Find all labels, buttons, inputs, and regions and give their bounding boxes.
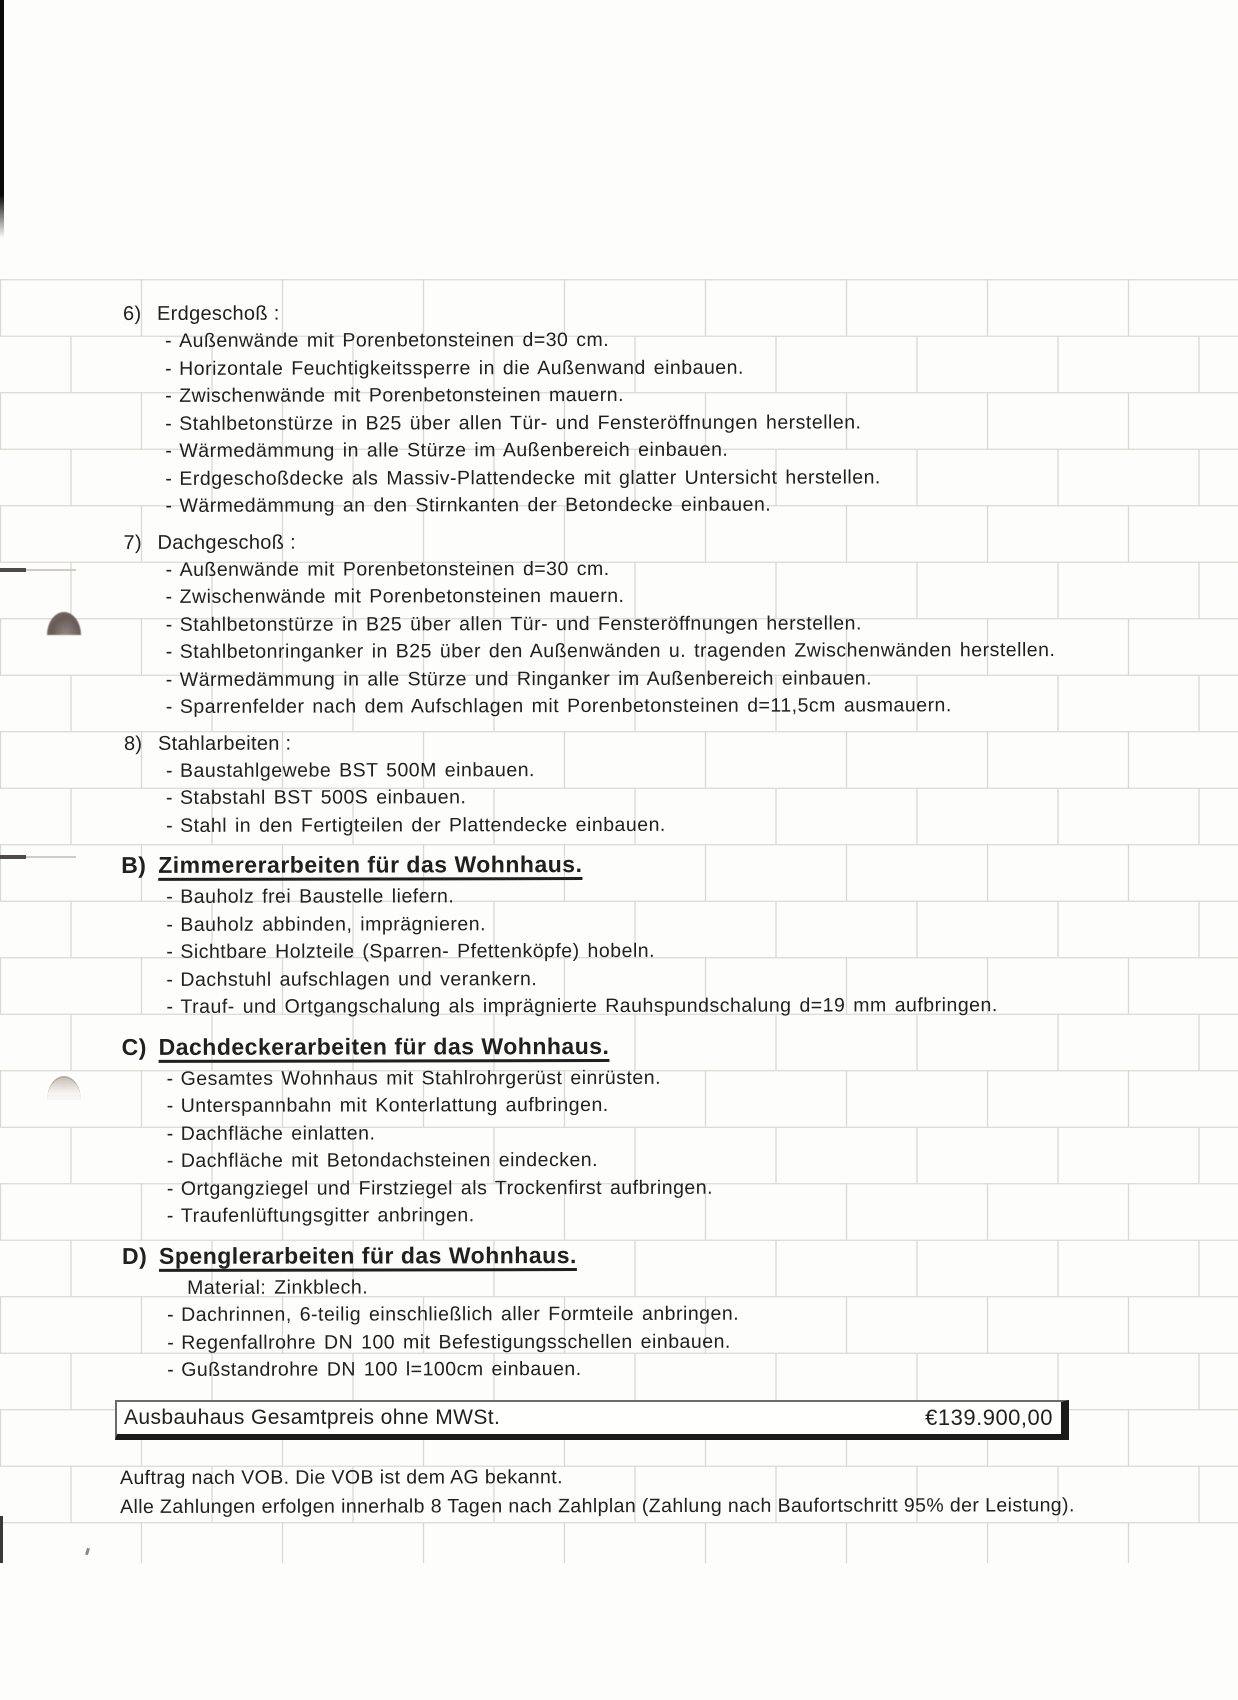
scan-dash-artifact bbox=[0, 855, 26, 859]
list-item bbox=[123, 326, 1153, 356]
material-note: Material: Zinkblech. bbox=[187, 1275, 369, 1299]
list-item-text: Wärmedämmung in alle Stürze und Ringanker im Außenbereich einbauen. bbox=[179, 666, 873, 691]
list-item bbox=[124, 964, 1154, 994]
list-item bbox=[124, 609, 1154, 639]
dash-bullet: - bbox=[167, 1358, 175, 1381]
dash-bullet: - bbox=[165, 695, 173, 718]
dash-bullet: - bbox=[166, 1149, 174, 1172]
section-title: Erdgeschoß : bbox=[157, 302, 280, 325]
list-item bbox=[125, 1118, 1155, 1148]
section-dachdeckerarbeiten bbox=[121, 1027, 1155, 1230]
list-item-text: Stabstahl BST 500S einbauen. bbox=[180, 786, 467, 809]
list-item-text: Bauholz abbinden, imprägnieren. bbox=[180, 912, 487, 936]
section-heading bbox=[123, 526, 1153, 556]
list-item-text: Horizontale Feuchtigkeitssperre in die Außenwand einbauen. bbox=[179, 356, 744, 380]
section-heading bbox=[122, 1236, 1155, 1272]
list-item bbox=[124, 882, 1154, 912]
dash-bullet: - bbox=[165, 759, 174, 782]
total-price-amount: €139.900,00 bbox=[925, 1405, 1053, 1430]
dash-bullet: - bbox=[165, 467, 173, 490]
list-item bbox=[124, 664, 1154, 694]
list-item-text: Wärmedämmung an den Stirnkanten der Betondecke einbauen. bbox=[179, 493, 772, 517]
list-item-text: Stahlbetonstürze in B25 über allen Tür- und Fensteröffnungen herstellen. bbox=[179, 410, 862, 435]
dash-bullet: - bbox=[167, 1331, 175, 1354]
section-title: Dachdeckerarbeiten für das Wohnhaus. bbox=[158, 1032, 610, 1060]
list-item bbox=[123, 353, 1153, 383]
dash-bullet: - bbox=[165, 439, 173, 462]
list-item-text: Bauholz frei Baustelle liefern. bbox=[180, 885, 455, 908]
dash-bullet: - bbox=[165, 668, 173, 691]
dash-bullet: - bbox=[166, 1094, 174, 1117]
list-item bbox=[124, 937, 1154, 967]
dash-bullet: - bbox=[166, 786, 174, 809]
list-item-text: Stahl in den Fertigteilen der Plattendecke einbauen. bbox=[180, 813, 666, 837]
dash-bullet: - bbox=[166, 940, 174, 963]
list-item-text: Stahlbetonstürze in B25 über allen Tür- und Fensteröffnungen herstellen. bbox=[179, 611, 862, 636]
total-price-label: Ausbauhaus Gesamtpreis ohne MWSt. bbox=[124, 1406, 501, 1429]
dash-bullet: - bbox=[166, 913, 174, 936]
section-title: Zimmererarbeiten für das Wohnhaus. bbox=[158, 851, 583, 878]
dash-bullet: - bbox=[165, 494, 173, 517]
section-letter: B) bbox=[121, 851, 147, 879]
list-item bbox=[125, 1063, 1155, 1093]
section-title: Stahlarbeiten : bbox=[157, 732, 292, 755]
scan-dash-artifact bbox=[0, 568, 26, 572]
dash-bullet: - bbox=[166, 995, 174, 1018]
dash-bullet: - bbox=[166, 1067, 174, 1090]
list-item bbox=[123, 381, 1153, 411]
list-item bbox=[124, 554, 1154, 584]
list-item-text: Regenfallrohre DN 100 mit Befestigungsschellen einbauen. bbox=[181, 1330, 731, 1354]
list-item-text: Erdgeschoßdecke als Massiv-Plattendecke mit glatter Untersicht herstellen. bbox=[179, 465, 881, 490]
section-title: Spenglerarbeiten für das Wohnhaus. bbox=[158, 1241, 577, 1269]
list-item bbox=[123, 491, 1153, 521]
list-item bbox=[124, 755, 1154, 785]
list-item bbox=[124, 692, 1154, 722]
scan-edge-artifact-top bbox=[0, 0, 4, 238]
list-item-text: Zwischenwände mit Porenbetonsteinen mauern. bbox=[179, 383, 625, 407]
list-item-text: Sichtbare Holzteile (Sparren- Pfettenköpfe) hobeln. bbox=[180, 939, 656, 963]
dash-bullet: - bbox=[165, 329, 173, 352]
document-body bbox=[123, 298, 1155, 1393]
list-item bbox=[124, 992, 1154, 1022]
list-item-text: Gesamtes Wohnhaus mit Stahlrohrgerüst einrüsten. bbox=[180, 1066, 662, 1090]
section-dachgeschoss bbox=[123, 526, 1153, 721]
section-title: Dachgeschoß : bbox=[157, 531, 296, 554]
dash-bullet: - bbox=[166, 885, 174, 908]
section-letter: C) bbox=[121, 1033, 147, 1060]
dash-bullet: - bbox=[165, 558, 173, 581]
section-stahlarbeiten bbox=[124, 727, 1154, 840]
section-number: 6) bbox=[123, 302, 142, 325]
list-item bbox=[125, 1201, 1155, 1231]
list-item bbox=[124, 582, 1154, 612]
list-item bbox=[124, 909, 1154, 939]
list-item-text: Außenwände mit Porenbetonsteinen d=30 cm. bbox=[179, 557, 610, 581]
dash-bullet: - bbox=[165, 357, 173, 380]
list-item-text: Dachrinnen, 6-teilig einschließlich aller Formteile anbringen. bbox=[181, 1302, 740, 1326]
dash-bullet: - bbox=[166, 1177, 174, 1200]
total-price-row bbox=[115, 1400, 1069, 1440]
list-item-text: Sparrenfelder nach dem Aufschlagen mit Porenbetonsteinen d=11,5cm ausmauern. bbox=[179, 694, 952, 718]
list-item-text: Traufenlüftungsgitter anbringen. bbox=[180, 1204, 475, 1227]
section-heading bbox=[123, 298, 1153, 328]
list-item bbox=[123, 463, 1153, 493]
list-item bbox=[124, 783, 1154, 813]
list-item bbox=[124, 637, 1154, 667]
section-letter: D) bbox=[121, 1242, 148, 1269]
list-item bbox=[125, 1173, 1155, 1203]
terms-line-payments: Alle Zahlungen erfolgen innerhalb 8 Tagen nach Zahlplan (Zahlung nach Baufortschritt 95% der Leistung). bbox=[120, 1493, 1075, 1518]
section-spenglerarbeiten bbox=[121, 1236, 1155, 1384]
list-item-text: Baustahlgewebe BST 500M einbauen. bbox=[179, 758, 535, 782]
section-heading bbox=[121, 846, 1154, 882]
list-item-text: Dachfläche einlatten. bbox=[180, 1121, 376, 1145]
list-item bbox=[125, 1091, 1155, 1121]
dash-bullet: - bbox=[165, 412, 173, 435]
contract-terms bbox=[120, 1462, 1180, 1521]
list-item-text: Wärmedämmung in alle Stürze im Außenbereich einbauen. bbox=[179, 438, 729, 462]
list-item-text: Dachstuhl aufschlagen und verankern. bbox=[180, 967, 538, 991]
dash-bullet: - bbox=[166, 968, 174, 991]
list-item-text: Außenwände mit Porenbetonsteinen d=30 cm. bbox=[179, 328, 610, 352]
list-item-text: Dachfläche mit Betondachsteinen eindecken. bbox=[180, 1149, 599, 1172]
list-item bbox=[124, 810, 1154, 840]
section-zimmererarbeiten bbox=[121, 846, 1154, 1022]
dash-bullet: - bbox=[167, 1303, 175, 1326]
list-item-text: Unterspannbahn mit Konterlattung aufbringen. bbox=[180, 1093, 609, 1117]
section-erdgeschoss bbox=[123, 298, 1153, 521]
terms-line-vob: Auftrag nach VOB. Die VOB ist dem AG bekannt. bbox=[120, 1466, 563, 1489]
list-item-text: Ortgangziegel und Firstziegel als Trockenfirst aufbringen. bbox=[180, 1176, 714, 1200]
list-item bbox=[125, 1300, 1155, 1330]
list-item bbox=[125, 1327, 1155, 1357]
list-item-text: Gußstandrohre DN 100 l=100cm einbauen. bbox=[181, 1358, 582, 1381]
dash-bullet: - bbox=[165, 585, 173, 608]
dash-bullet: - bbox=[166, 1204, 174, 1227]
section-number: 8) bbox=[123, 732, 143, 755]
dash-bullet: - bbox=[165, 613, 173, 636]
section-number: 7) bbox=[123, 531, 142, 554]
list-item bbox=[123, 408, 1153, 438]
dash-bullet: - bbox=[165, 384, 173, 407]
list-item bbox=[125, 1146, 1155, 1176]
list-item-text: Zwischenwände mit Porenbetonsteinen mauern. bbox=[179, 584, 625, 608]
list-item-text: Stahlbetonringanker in B25 über den Außenwänden u. tragenden Zwischenwänden herstellen. bbox=[179, 639, 1056, 663]
section-heading bbox=[124, 727, 1154, 757]
section-heading bbox=[122, 1027, 1155, 1063]
list-item-text: Trauf- und Ortgangschalung als imprägnierte Rauhspundschalung d=19 mm aufbringen. bbox=[180, 994, 998, 1018]
dash-bullet: - bbox=[166, 814, 174, 837]
list-item bbox=[125, 1355, 1155, 1385]
scan-edge-artifact-bottom bbox=[0, 1516, 3, 1563]
dash-bullet: - bbox=[165, 640, 173, 663]
dash-bullet: - bbox=[166, 1122, 174, 1145]
list-item bbox=[123, 436, 1153, 466]
